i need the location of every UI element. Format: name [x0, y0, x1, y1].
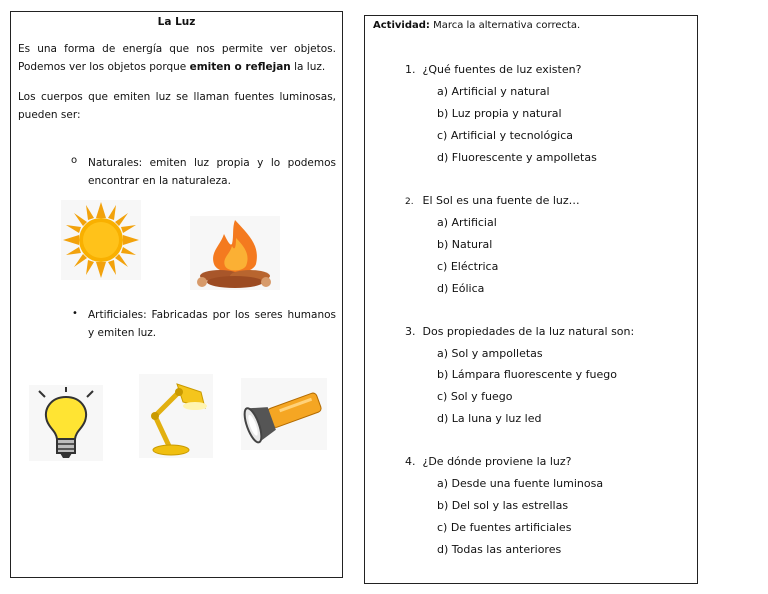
option-2b[interactable]: b) Natural — [437, 238, 493, 251]
option-1d[interactable]: d) Fluorescente y ampolletas — [437, 151, 597, 164]
naturales-text: Naturales: emiten luz propia y lo podemos encontrar en la naturaleza. — [88, 157, 336, 187]
option-4c[interactable]: c) De fuentes artificiales — [437, 521, 572, 534]
artificiales-text: Artificiales: Fabricadas por los seres humanos y emiten luz. — [88, 309, 336, 339]
question-number: 3. — [405, 325, 416, 338]
option-2c[interactable]: c) Eléctrica — [437, 260, 499, 273]
question-text: ¿De dónde proviene la luz? — [422, 455, 572, 468]
question-number: 1. — [405, 63, 416, 76]
option-1b[interactable]: b) Luz propia y natural — [437, 107, 562, 120]
question-text: El Sol es una fuente de luz… — [422, 194, 580, 207]
option-4b[interactable]: b) Del sol y las estrellas — [437, 499, 569, 512]
intro-text-2: la luz. — [290, 61, 326, 73]
desk-lamp-image — [139, 374, 213, 458]
intro-bold-text: emiten o reflejan — [189, 61, 291, 73]
page-title: La Luz — [157, 16, 196, 28]
naturales-bullet: o — [71, 155, 78, 166]
option-2d[interactable]: d) Eólica — [437, 282, 485, 295]
question-2 — [405, 194, 580, 207]
option-1c[interactable]: c) Artificial y tecnológica — [437, 129, 574, 142]
activity-instructions — [373, 20, 580, 31]
option-3b[interactable]: b) Lámpara fluorescente y fuego — [437, 368, 617, 381]
activity-text: Marca la alternativa correcta. — [429, 20, 581, 31]
option-1a[interactable]: a) Artificial y natural — [437, 85, 550, 98]
flashlight-image — [241, 378, 327, 450]
option-4d[interactable]: d) Todas las anteriores — [437, 543, 562, 556]
intro-paragraph — [18, 40, 336, 76]
question-1 — [405, 63, 581, 76]
option-4a[interactable]: a) Desde una fuente luminosa — [437, 477, 604, 490]
question-text: ¿Qué fuentes de luz existen? — [422, 63, 582, 76]
info-panel — [10, 11, 343, 578]
question-number: 4. — [405, 455, 416, 468]
option-3c[interactable]: c) Sol y fuego — [437, 390, 513, 403]
artificiales-bullet: • — [72, 308, 78, 319]
option-3a[interactable]: a) Sol y ampolletas — [437, 347, 543, 360]
sources-paragraph: Los cuerpos que emiten luz se llaman fuentes luminosas, pueden ser: — [18, 91, 336, 121]
intro-text-1: Es una forma de energía que nos permite ver objetos. Podemos ver los objetos porque — [18, 43, 336, 73]
question-3 — [405, 325, 634, 338]
question-text: Dos propiedades de la luz natural son: — [422, 325, 635, 338]
lightbulb-image — [29, 385, 103, 461]
question-4 — [405, 455, 572, 468]
activity-panel — [364, 15, 698, 584]
question-number: 2. — [405, 197, 414, 207]
activity-label: Actividad: — [373, 20, 430, 31]
sun-image — [61, 200, 141, 280]
campfire-image — [190, 216, 280, 290]
option-3d[interactable]: d) La luna y luz led — [437, 412, 542, 425]
option-2a[interactable]: a) Artificial — [437, 216, 497, 229]
